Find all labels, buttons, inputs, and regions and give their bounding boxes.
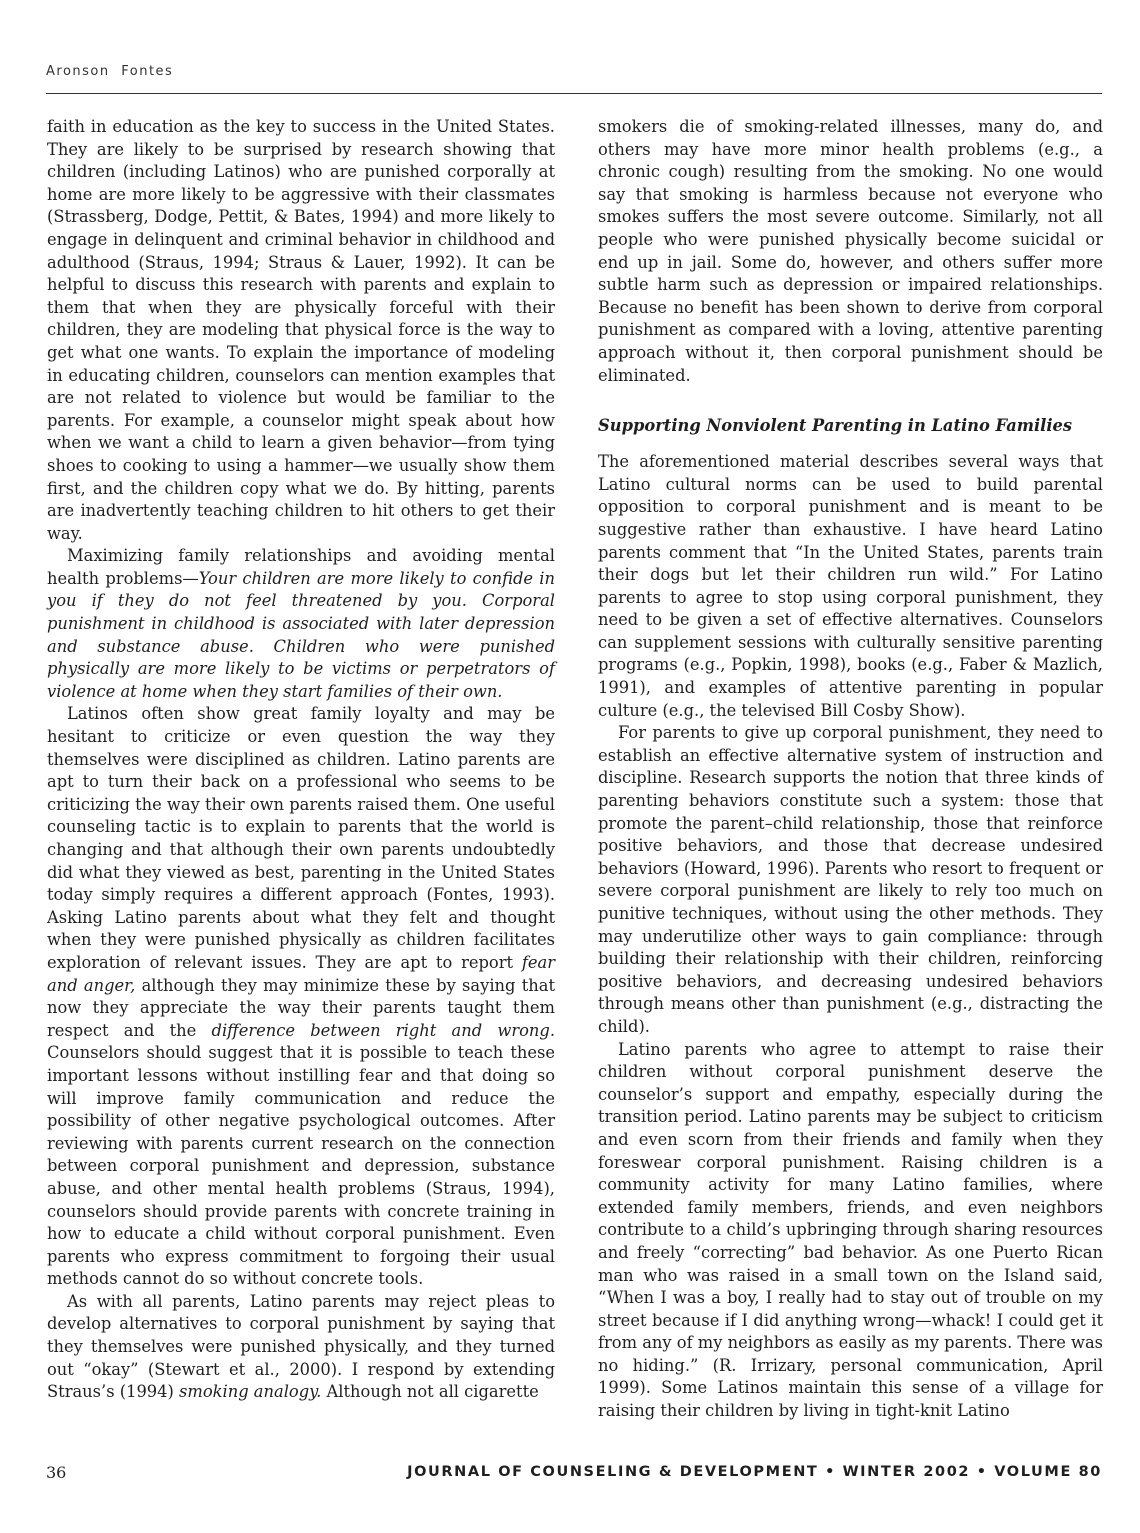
italic-text: smoking analogy. [179,1382,322,1402]
italic-text: difference between right and wrong. [211,1020,555,1040]
paragraph [47,545,555,703]
paragraph-text: As with all parents, Latino parents may reject pleas to develop alternatives to corporal punishment by saying that they themselves were punished physically, and they turned out “okay” (Stewart et al., 2000). I respond by extending Straus’s (1994) [47,1291,555,1402]
italic-text: Your children are more likely to confide in you if they do not feel threatened by you. Corporal punishment in childhood is associated with later depression and substance abuse. Children who were punished physically are more likely to be victims or perpetrators of violence at home when they start families of their own. [47,568,555,701]
paragraph: For parents to give up corporal punishment, they need to establish an effective alternative system of instruction and discipline. Research supports the notion that three kinds of parenting behaviors constitute such a system: those that promote the parent–child relationship, those that reinforce positive behaviors, and those that decrease undesired behaviors (Howard, 1996). Parents who resort to frequent or severe corporal punishment are likely to rely too much on punitive techniques, without using the other methods. They may underutilize other ways to gain compliance: through building their relationship with their children, reinforcing positive behaviors, and decreasing undesired behaviors through means other than punishment (e.g., distracting the child). [598,723,1103,1036]
running-head: Aronson Fontes [46,64,174,79]
section-heading: Supporting Nonviolent Parenting in Latino Families [598,416,1073,436]
left-column [47,116,555,1404]
paragraph: Latino parents who agree to attempt to raise their children without corporal punishment deserve the counselor’s support and empathy, especially during the transition period. Latino parents may be subject to criticism and even scorn from their friends and family when they foreswear corporal punishment. Raising children is a community activity for many Latino families, where extended family members, friends, and even neighbors contribute to a child’s upbringing through sharing resources and freely “correcting” bad behavior. As one Puerto Rican man who was raised in a small town on the Island said, “When I was a boy, I really had to stay out of trouble on my street because if I did anything wrong—whack! I could get it from any of my neighbors as easily as my parents. There was no hiding.” (R. Irrizary, personal communication, April 1999). Some Latinos maintain this sense of a village for raising their children by living in tight-knit Latino [598,1039,1104,1421]
journal-citation: JOURNAL OF COUNSELING & DEVELOPMENT • WINTER 2002 • VOLUME 80 [407,1464,1102,1480]
paragraph-text: although they may minimize these by saying that now they appreciate the way their parents taught them respect and the [47,975,555,1040]
paragraph-text: Counselors should suggest that it is possible to teach these important lessons without instilling fear and that doing so will improve family communication and reduce the possibility of other negative psychological outcomes. After reviewing with parents current research on the connection between corporal punishment and depression, substance abuse, and other mental health problems (Straus, 1994), counselors should provide parents with concrete training in how to educate a child without corporal punishment. Even parents who express commitment to forgoing their usual methods cannot do so without concrete tools. [47,1043,555,1289]
paragraph [47,703,555,1290]
paragraph: The aforementioned material describes several ways that Latino cultural norms can be used to build parental opposition to corporal punishment and is meant to be suggestive rather than exhaustive. I have heard Latino parents comment that “In the United States, parents train their dogs but let their children run wild.” For Latino parents to agree to stop using corporal punishment, they need to be given a set of effective alternatives. Counselors can supplement sessions with culturally sensitive parenting programs (e.g., Popkin, 1998), books (e.g., Faber & Mazlich, 1991), and examples of attentive parenting in popular culture (e.g., the televised Bill Cosby Show). [598,452,1103,720]
paragraph-text: Although not all cigarette [321,1382,539,1402]
right-column [598,116,1103,1423]
page-number: 36 [46,1463,67,1482]
paragraph [47,1291,555,1404]
paragraph-text: Latinos often show great family loyalty and may be hesitant to criticize or even question the way they themselves were disciplined as children. Latino parents are apt to turn their back on a professional who seems to be criticizing the way their own parents raised them. One useful counseling tactic is to explain to parents that the world is changing and that although their own parents undoubtedly did what they viewed as best, parenting in the United States today simply requires a different approach (Fontes, 1993). Asking Latino parents about what they felt and thought when they were punished physically as children facilitates exploration of relevant issues. They are apt to report [47,704,555,972]
paragraph-lead: Maximizing family relationships and avoiding mental health problems— [47,546,555,588]
page-footer [46,1463,1102,1487]
italic-text: fear and anger, [47,952,555,995]
paragraph: smokers die of smoking-related illnesses, many do, and others may have more minor health problems (e.g., a chronic cough) resulting from the smoking. No one would say that smoking is harmless because not everyone who smokes suffers the most severe outcome. Similarly, not all people who were punished physically become suicidal or end up in jail. Some do, however, and others suffer more subtle harm such as depression or impaired relationships. Because no benefit has been shown to derive from corporal punishment as compared with a loving, attentive parenting approach without it, then corporal punishment should be eliminated. [598,117,1103,385]
paragraph: faith in education as the key to success in the United States. They are likely to be surprised by research showing that children (including Latinos) who are punished corporally at home are more likely to be aggressive with their classmates (Strassberg, Dodge, Pettit, & Bates, 1994) and more likely to engage in delinquent and criminal behavior in childhood and adulthood (Straus, 1994; Straus & Lauer, 1992). It can be helpful to discuss this research with parents and explain to them that when they are physically forceful with their children, they are modeling that physical force is the way to get what one wants. To explain the importance of modeling in educating children, counselors can mention examples that are not related to violence but would be familiar to the parents. For example, a counselor might speak about how when we want a child to learn a given behavior—from tying shoes to cooking to using a hammer—we usually show them first, and the children copy what we do. By hitting, parents are inadvertently teaching children to hit others to get their way. [47,117,555,543]
header-rule [46,93,1102,94]
